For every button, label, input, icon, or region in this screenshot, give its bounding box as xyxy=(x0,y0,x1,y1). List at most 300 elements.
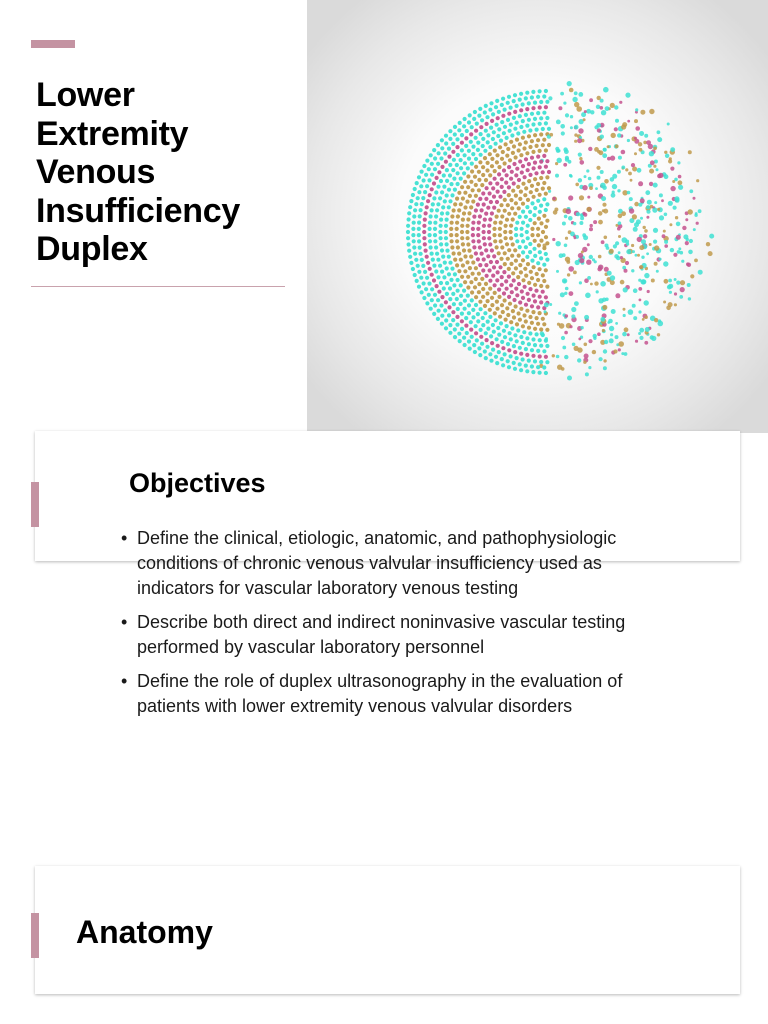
graphic-dot xyxy=(514,227,518,231)
graphic-dot xyxy=(521,357,525,361)
graphic-dot xyxy=(430,162,434,166)
graphic-dot xyxy=(481,287,485,291)
graphic-dot xyxy=(495,160,499,164)
graphic-dot xyxy=(552,197,555,200)
graphic-dot xyxy=(477,239,481,243)
graphic-dot xyxy=(484,263,488,267)
graphic-dot xyxy=(512,278,516,282)
graphic-dot xyxy=(455,197,459,201)
graphic-dot xyxy=(635,254,638,257)
graphic-dot xyxy=(425,184,429,188)
graphic-dot xyxy=(530,201,534,205)
graphic-dot xyxy=(663,301,666,304)
graphic-dot xyxy=(495,99,499,103)
graphic-dot xyxy=(422,178,426,182)
graphic-dot xyxy=(485,186,489,190)
graphic-dot xyxy=(474,208,478,212)
graphic-dot xyxy=(513,333,517,337)
graphic-dot xyxy=(646,140,651,145)
graphic-dot xyxy=(542,181,546,185)
graphic-dot xyxy=(460,148,464,152)
graphic-dot xyxy=(455,239,459,243)
graphic-dot xyxy=(440,322,444,326)
graphic-dot xyxy=(447,305,451,309)
graphic-dot xyxy=(436,317,440,321)
graphic-dot xyxy=(417,175,421,179)
graphic-dot xyxy=(483,304,487,308)
graphic-dot xyxy=(595,187,598,190)
list-item: • Define the clinical, etiologic, anatomic, and pathophysiologic conditions of chronic venous valvular insufficiency used as indicators for vascular laboratory venous testing xyxy=(121,526,641,601)
graphic-dot xyxy=(532,294,536,298)
graphic-dot xyxy=(644,300,649,305)
graphic-dot xyxy=(451,142,455,146)
graphic-dot xyxy=(463,254,467,258)
graphic-dot xyxy=(640,217,643,220)
graphic-dot xyxy=(518,318,522,322)
graphic-dot xyxy=(456,171,460,175)
graphic-dot xyxy=(439,156,443,160)
graphic-dot xyxy=(434,214,438,218)
graphic-dot xyxy=(489,200,493,204)
graphic-dot xyxy=(417,221,421,225)
graphic-dot xyxy=(589,255,593,259)
graphic-dot xyxy=(526,292,530,296)
graphic-dot xyxy=(539,116,543,120)
graphic-dot xyxy=(568,216,573,221)
graphic-dot xyxy=(659,215,664,220)
graphic-dot xyxy=(539,284,543,288)
graphic-dot xyxy=(598,298,603,303)
graphic-dot xyxy=(601,110,606,115)
graphic-dot xyxy=(459,158,463,162)
graphic-dot xyxy=(497,110,501,114)
graphic-dot xyxy=(474,194,478,198)
graphic-dot xyxy=(456,245,460,249)
graphic-dot xyxy=(620,256,623,259)
graphic-dot xyxy=(672,180,675,183)
graphic-dot xyxy=(494,355,498,359)
graphic-dot xyxy=(528,218,532,222)
graphic-dot xyxy=(490,157,494,161)
graphic-dot xyxy=(471,221,475,225)
graphic-dot xyxy=(536,233,540,237)
graphic-dot xyxy=(479,153,483,157)
graphic-dot xyxy=(641,256,644,259)
graphic-dot xyxy=(488,287,492,291)
graphic-dot xyxy=(640,110,645,115)
graphic-dot xyxy=(509,140,513,144)
graphic-dot xyxy=(474,129,478,133)
graphic-dot xyxy=(536,111,540,115)
graphic-dot xyxy=(473,175,477,179)
graphic-dot xyxy=(488,352,492,356)
graphic-dot xyxy=(466,236,470,240)
graphic-dot xyxy=(637,168,642,173)
graphic-dot xyxy=(587,196,590,199)
graphic-dot xyxy=(444,141,448,145)
graphic-dot xyxy=(544,148,548,152)
graphic-dot xyxy=(538,311,542,315)
graphic-dot xyxy=(665,154,669,158)
graphic-dot xyxy=(439,236,443,240)
graphic-dot xyxy=(425,255,429,259)
graphic-dot xyxy=(570,232,575,237)
graphic-dot xyxy=(518,263,522,267)
graphic-dot xyxy=(526,262,530,266)
graphic-dot xyxy=(474,165,478,169)
graphic-dot xyxy=(430,208,434,212)
graphic-dot xyxy=(572,343,576,347)
graphic-dot xyxy=(424,287,428,291)
graphic-dot xyxy=(531,337,535,341)
graphic-dot xyxy=(484,282,488,286)
graphic-dot xyxy=(469,180,473,184)
graphic-dot xyxy=(440,211,444,215)
graphic-dot xyxy=(453,125,457,129)
objectives-heading: Objectives xyxy=(129,468,266,498)
graphic-dot xyxy=(509,224,513,228)
hero-image xyxy=(307,0,768,433)
graphic-dot xyxy=(419,208,423,212)
graphic-dot xyxy=(530,233,534,237)
graphic-dot xyxy=(583,213,587,217)
graphic-dot xyxy=(463,307,467,311)
graphic-dot xyxy=(580,216,584,220)
graphic-dot xyxy=(522,313,526,317)
graphic-dot xyxy=(452,283,456,287)
graphic-dot xyxy=(544,225,548,229)
graphic-dot xyxy=(629,197,633,201)
graphic-dot xyxy=(594,281,598,285)
graphic-dot xyxy=(459,177,463,181)
graphic-dot xyxy=(455,145,459,149)
graphic-dot xyxy=(506,101,510,105)
graphic-dot xyxy=(533,359,537,363)
graphic-dot xyxy=(520,227,524,231)
graphic-dot xyxy=(540,331,544,335)
graphic-dot xyxy=(549,303,552,306)
graphic-dot xyxy=(510,326,514,330)
graphic-dot xyxy=(437,170,441,174)
graphic-dot xyxy=(530,184,534,188)
graphic-dot xyxy=(664,279,669,284)
graphic-dot xyxy=(532,166,536,170)
title-line: Lower xyxy=(36,76,135,114)
graphic-dot xyxy=(696,222,699,225)
graphic-dot xyxy=(477,346,481,350)
graphic-dot xyxy=(569,174,572,177)
graphic-dot xyxy=(525,255,529,259)
graphic-dot xyxy=(517,148,521,152)
graphic-dot xyxy=(517,206,521,210)
graphic-dot xyxy=(589,98,593,102)
graphic-dot xyxy=(521,119,525,123)
graphic-dot xyxy=(522,330,526,334)
graphic-dot xyxy=(521,324,525,328)
graphic-dot xyxy=(495,300,499,304)
graphic-dot xyxy=(415,181,419,185)
graphic-dot xyxy=(483,156,487,160)
accent-bar xyxy=(31,482,39,527)
graphic-dot xyxy=(476,203,480,207)
graphic-dot xyxy=(463,280,467,284)
graphic-dot xyxy=(579,221,583,225)
graphic-dot xyxy=(440,270,444,274)
dotted-circle-graphic xyxy=(307,0,768,433)
graphic-dot xyxy=(509,123,513,127)
graphic-dot xyxy=(594,147,599,152)
graphic-dot xyxy=(536,138,540,142)
graphic-dot xyxy=(528,128,532,132)
graphic-dot xyxy=(426,261,430,265)
graphic-dot xyxy=(532,195,536,199)
graphic-dot xyxy=(664,213,668,217)
graphic-dot xyxy=(519,335,523,339)
graphic-dot xyxy=(499,139,503,143)
graphic-dot xyxy=(485,345,489,349)
graphic-dot xyxy=(487,230,491,234)
graphic-dot xyxy=(452,158,456,162)
graphic-dot xyxy=(521,202,525,206)
graphic-dot xyxy=(485,122,489,126)
graphic-dot xyxy=(505,324,509,328)
graphic-dot xyxy=(566,209,572,215)
graphic-dot xyxy=(514,194,518,198)
graphic-dot xyxy=(492,195,496,199)
graphic-dot xyxy=(544,121,548,125)
graphic-dot xyxy=(520,289,524,293)
graphic-dot xyxy=(574,125,579,130)
graphic-dot xyxy=(520,233,524,237)
graphic-dot xyxy=(440,146,444,150)
graphic-dot xyxy=(609,249,614,254)
graphic-dot xyxy=(467,211,471,215)
graphic-dot xyxy=(536,182,540,186)
graphic-dot xyxy=(479,335,483,339)
graphic-dot xyxy=(627,139,630,142)
graphic-dot xyxy=(417,270,421,274)
graphic-dot xyxy=(422,236,426,240)
graphic-dot xyxy=(624,269,628,273)
graphic-dot xyxy=(507,185,511,189)
graphic-dot xyxy=(477,282,481,286)
graphic-dot xyxy=(495,278,499,282)
graphic-dot xyxy=(433,293,437,297)
graphic-dot xyxy=(653,228,658,233)
graphic-dot xyxy=(503,352,507,356)
graphic-dot xyxy=(471,152,475,156)
graphic-dot xyxy=(459,202,463,206)
graphic-dot xyxy=(588,147,592,151)
graphic-dot xyxy=(420,170,424,174)
graphic-dot xyxy=(538,267,542,271)
graphic-dot xyxy=(514,287,518,291)
graphic-dot xyxy=(499,257,503,261)
graphic-dot xyxy=(579,258,584,263)
graphic-dot xyxy=(625,261,629,265)
graphic-dot xyxy=(647,200,652,205)
graphic-dot xyxy=(523,175,527,179)
graphic-dot xyxy=(536,349,540,353)
graphic-dot xyxy=(538,250,542,254)
graphic-dot xyxy=(480,183,484,187)
graphic-dot xyxy=(530,304,534,308)
graphic-dot xyxy=(644,315,648,319)
graphic-dot xyxy=(408,205,412,209)
graphic-dot xyxy=(541,187,545,191)
graphic-dot xyxy=(524,347,528,351)
graphic-dot xyxy=(521,258,525,262)
graphic-dot xyxy=(664,174,669,179)
graphic-dot xyxy=(597,267,602,272)
graphic-dot xyxy=(523,285,527,289)
graphic-dot xyxy=(497,288,501,292)
graphic-dot xyxy=(423,190,427,194)
graphic-dot xyxy=(518,159,522,163)
graphic-dot xyxy=(611,133,616,138)
graphic-dot xyxy=(668,159,672,163)
graphic-dot xyxy=(585,293,591,299)
graphic-dot xyxy=(664,244,668,248)
graphic-dot xyxy=(490,164,494,168)
title-slide xyxy=(0,0,768,433)
graphic-dot xyxy=(617,133,621,137)
graphic-dot xyxy=(535,188,539,192)
graphic-dot xyxy=(494,105,498,109)
graphic-dot xyxy=(469,320,473,324)
graphic-dot xyxy=(663,261,668,266)
graphic-dot xyxy=(472,117,476,121)
graphic-dot xyxy=(639,245,644,250)
graphic-dot xyxy=(530,112,534,116)
graphic-dot xyxy=(674,196,679,201)
graphic-dot xyxy=(477,272,481,276)
graphic-dot xyxy=(542,138,546,142)
graphic-dot xyxy=(480,252,484,256)
graphic-dot xyxy=(675,216,678,219)
graphic-dot xyxy=(509,198,513,202)
graphic-dot xyxy=(514,266,518,270)
graphic-dot xyxy=(500,214,504,218)
graphic-dot xyxy=(527,359,531,363)
graphic-dot xyxy=(424,249,428,253)
graphic-dot xyxy=(445,211,449,215)
title-line: Duplex xyxy=(36,230,148,268)
graphic-dot xyxy=(627,120,630,123)
graphic-dot xyxy=(677,161,680,164)
graphic-dot xyxy=(673,206,677,210)
graphic-dot xyxy=(530,156,534,160)
graphic-dot xyxy=(423,270,427,274)
graphic-dot xyxy=(533,283,537,287)
graphic-dot xyxy=(500,275,504,279)
graphic-dot xyxy=(441,255,445,259)
graphic-dot xyxy=(435,208,439,212)
graphic-dot xyxy=(586,207,591,212)
graphic-dot xyxy=(450,267,454,271)
graphic-dot xyxy=(564,244,568,248)
graphic-dot xyxy=(425,205,429,209)
graphic-dot xyxy=(425,301,429,305)
graphic-dot xyxy=(504,318,508,322)
graphic-dot xyxy=(528,315,532,319)
graphic-dot xyxy=(510,133,514,137)
graphic-dot xyxy=(497,333,501,337)
graphic-dot xyxy=(430,187,434,191)
graphic-dot xyxy=(508,331,512,335)
graphic-dot xyxy=(488,173,492,177)
graphic-dot xyxy=(639,299,642,302)
graphic-dot xyxy=(524,364,528,368)
graphic-dot xyxy=(517,311,521,315)
graphic-dot xyxy=(471,315,475,319)
graphic-dot xyxy=(611,309,616,314)
graphic-dot xyxy=(544,165,548,169)
graphic-dot xyxy=(447,147,451,151)
graphic-dot xyxy=(411,267,415,271)
graphic-dot xyxy=(464,316,468,320)
graphic-dot xyxy=(570,115,573,118)
graphic-dot xyxy=(670,248,674,252)
graphic-dot xyxy=(477,221,481,225)
graphic-dot xyxy=(610,103,615,108)
graphic-dot xyxy=(529,190,533,194)
graphic-dot xyxy=(444,224,448,228)
graphic-dot xyxy=(422,296,426,300)
graphic-dot xyxy=(444,236,448,240)
graphic-dot xyxy=(519,190,523,194)
graphic-dot xyxy=(682,226,686,230)
graphic-dot xyxy=(542,349,546,353)
graphic-dot xyxy=(517,254,521,258)
graphic-dot xyxy=(618,156,622,160)
graphic-dot xyxy=(513,127,517,131)
graphic-dot xyxy=(614,254,619,259)
graphic-dot xyxy=(439,242,443,246)
title-divider xyxy=(31,286,285,287)
graphic-dot xyxy=(566,260,570,264)
graphic-dot xyxy=(445,168,449,172)
graphic-dot xyxy=(429,307,433,311)
graphic-dot xyxy=(512,181,516,185)
graphic-dot xyxy=(451,310,455,314)
graphic-dot xyxy=(471,199,475,203)
graphic-dot xyxy=(528,210,532,214)
graphic-dot xyxy=(448,137,452,141)
graphic-dot xyxy=(579,195,584,200)
graphic-dot xyxy=(504,142,508,146)
graphic-dot xyxy=(574,133,577,136)
graphic-dot xyxy=(412,221,416,225)
graphic-dot xyxy=(474,136,478,140)
graphic-dot xyxy=(474,266,478,270)
graphic-dot xyxy=(669,223,672,226)
graphic-dot xyxy=(521,210,525,214)
graphic-dot xyxy=(576,212,580,216)
graphic-dot xyxy=(504,224,508,228)
graphic-dot xyxy=(545,328,549,332)
graphic-dot xyxy=(509,230,513,234)
graphic-dot xyxy=(536,95,540,99)
graphic-dot xyxy=(521,341,525,345)
graphic-dot xyxy=(556,241,561,246)
graphic-dot xyxy=(678,180,683,185)
graphic-dot xyxy=(460,185,464,189)
graphic-dot xyxy=(484,331,488,335)
graphic-dot xyxy=(533,254,537,258)
graphic-dot xyxy=(424,211,428,215)
graphic-dot xyxy=(530,139,534,143)
